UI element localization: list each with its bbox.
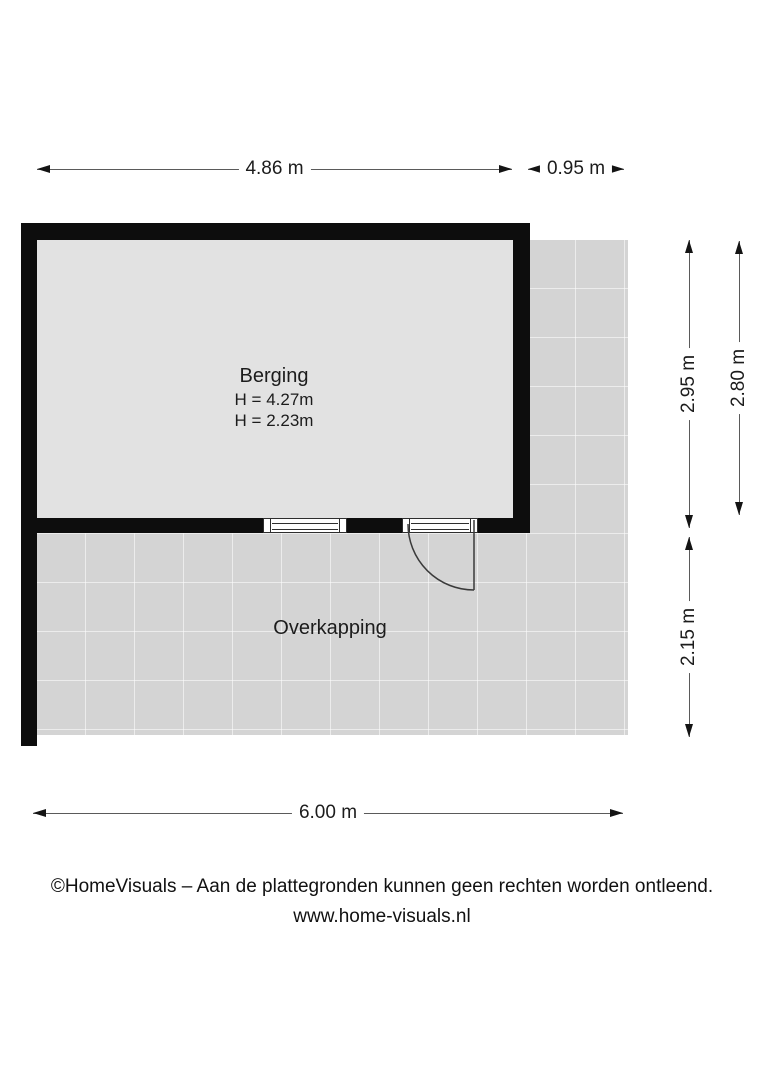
arrow-left-icon [37,165,50,173]
dimension-label: 4.86 m [238,158,310,180]
arrow-right-icon [611,165,624,173]
dimension-label: 6.00 m [292,802,364,824]
arrow-down-icon [735,502,743,515]
room-height-2: H = 2.23m [234,411,314,430]
door-swing-icon [402,516,482,596]
arrow-right-icon [610,809,623,817]
arrow-up-icon [685,537,693,550]
window-jamb [264,519,271,532]
room-name: Overkapping [273,617,387,639]
wall-right [513,223,530,533]
arrow-down-icon [685,515,693,528]
wall-bottom-segment-middle [347,518,402,533]
room-name: Berging [239,365,309,387]
room-label-berging [174,364,374,431]
room-height-1: H = 4.27m [234,390,314,409]
window-jamb [339,519,346,532]
arrow-up-icon [685,240,693,253]
wall-bottom-segment-right [478,518,530,533]
room-label-overkapping [230,616,430,640]
arrow-up-icon [735,241,743,254]
arrow-right-icon [499,165,512,173]
window-icon [263,518,347,533]
wall-top [21,223,530,240]
window-pane [272,523,338,530]
dimension-label: 2.95 m [678,348,700,420]
dimension-label: 0.95 m [540,158,612,180]
arrow-left-icon [33,809,46,817]
wall-left [21,223,37,746]
wall-bottom-segment-left [21,518,263,533]
arrow-down-icon [685,724,693,737]
footer-website: www.home-visuals.nl [293,906,471,927]
footer-disclaimer: ©HomeVisuals – Aan de plattegronden kunnen geen rechten worden ontleend. [50,876,714,897]
dimension-label: 2.15 m [678,601,700,673]
dimension-label: 2.80 m [728,342,750,414]
